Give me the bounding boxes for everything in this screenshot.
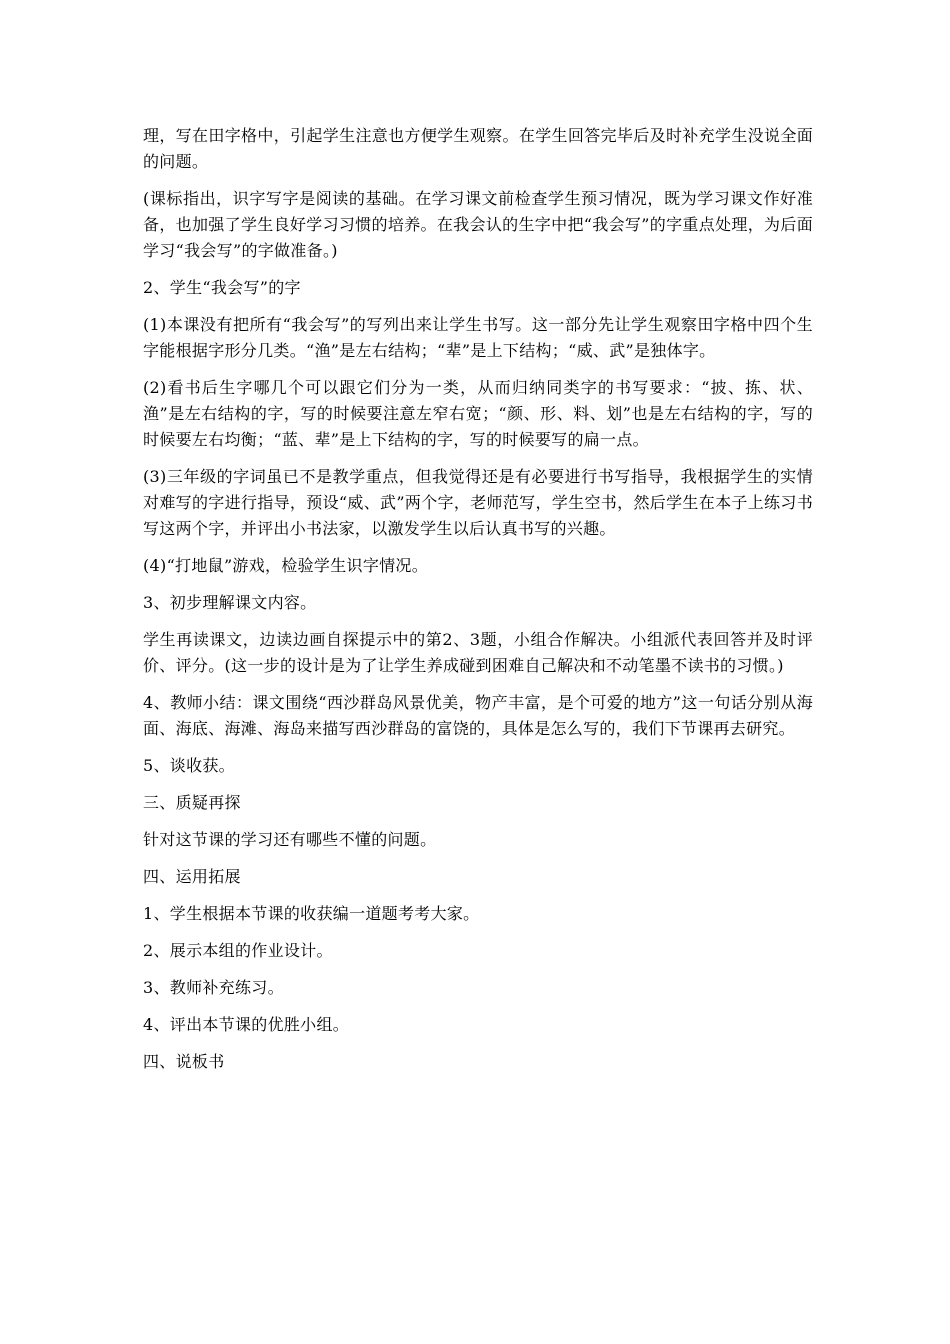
- paragraph-teacher-summary: 4、教师小结：课文围绕“西沙群岛风景优美，物产丰富，是个可爱的地方”这一句话分别从海面、海底、海滩、海岛来描写西沙群岛的富饶的，具体是怎么写的，我们下节课再去研究。: [143, 693, 813, 738]
- heading-apply-extend: 四、运用拓展: [143, 867, 241, 886]
- paragraph-reread: 学生再读课文，边读边画自探提示中的第2、3题，小组合作解决。小组派代表回答并及时评价、评分。(这一步的设计是为了让学生养成碰到困难自己解决和不动笔墨不读书的习惯。): [143, 630, 813, 675]
- heading-harvest: 5、谈收获。: [143, 756, 235, 775]
- list-item-2: 2、展示本组的作业设计。: [143, 941, 333, 960]
- paragraph-standards-note: (课标指出，识字写字是阅读的基础。在学习课文前检查学生预习情况，既为学习课文作好准备，也加强了学生良好学习习惯的培养。在我会认的生字中把“我会写”的字重点处理，为后面学习“我会写”的字做准备。): [143, 189, 813, 260]
- paragraph-step-1: (1)本课没有把所有“我会写”的写列出来让学生书写。这一部分先让学生观察田字格中四个生字能根据字形分几类。“渔”是左右结构；“辈”是上下结构；“威、武”是独体字。: [143, 315, 813, 360]
- list-item-4: 4、评出本节课的优胜小组。: [143, 1015, 350, 1034]
- paragraph-step-4: (4)“打地鼠”游戏，检验学生识字情况。: [143, 556, 429, 575]
- heading-question-explore: 三、质疑再探: [143, 793, 241, 812]
- heading-blackboard: 四、说板书: [143, 1052, 225, 1071]
- paragraph-step-2: (2)看书后生字哪几个可以跟它们分为一类，从而归纳同类字的书写要求：“披、拣、状、渔”是左右结构的字，写的时候要注意左窄右宽；“颜、形、料、划”也是左右结构的字，写的时候要左右均衡；“蓝、辈”是上下结构的字，写的时候要写的扁一点。: [143, 378, 813, 449]
- heading-understand-text: 3、初步理解课文内容。: [143, 593, 317, 612]
- paragraph-step-3: (3)三年级的字词虽已不是教学重点，但我觉得还是有必要进行书写指导，我根据学生的实情对难写的字进行指导，预设“威、武”两个字，老师范写，学生空书，然后学生在本子上练习书写这两个字，并评出小书法家，以激发学生以后认真书写的兴趣。: [143, 467, 813, 538]
- list-item-3: 3、教师补充练习。: [143, 978, 284, 997]
- paragraph-questions: 针对这节课的学习还有哪些不懂的问题。: [143, 830, 437, 849]
- list-item-1: 1、学生根据本节课的收获编一道题考考大家。: [143, 904, 480, 923]
- document-page: [143, 123, 813, 1086]
- heading-write-characters: 2、学生“我会写”的字: [143, 278, 301, 297]
- paragraph-observe: 理，写在田字格中，引起学生注意也方便学生观察。在学生回答完毕后及时补充学生没说全面的问题。: [143, 126, 813, 171]
